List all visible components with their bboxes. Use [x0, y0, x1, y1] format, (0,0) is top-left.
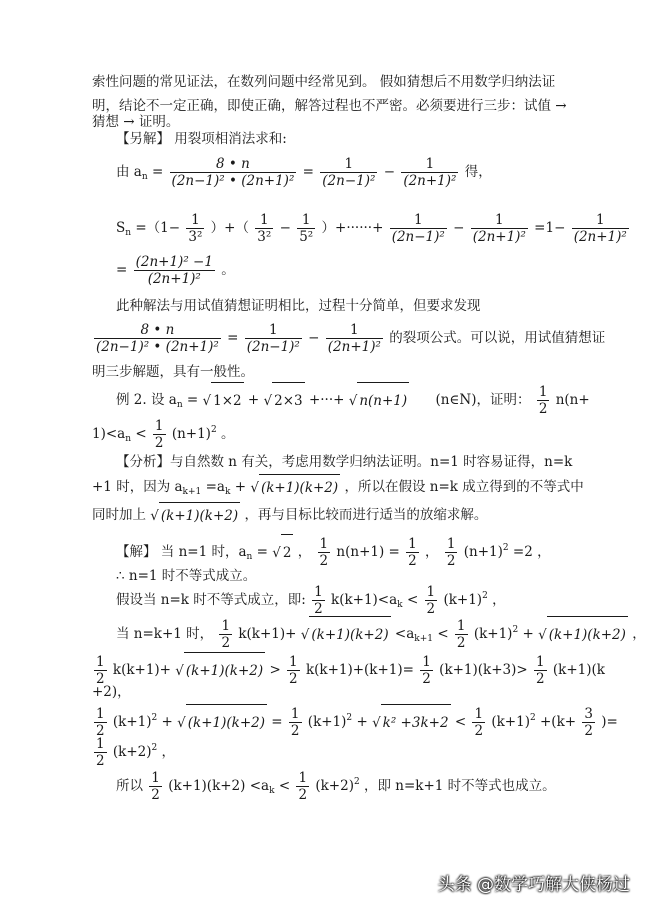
fraction-denominator: 2	[446, 553, 456, 569]
eq-sign: =	[186, 392, 199, 408]
minus-sign: −	[383, 164, 396, 180]
sn-symbol: S	[116, 220, 126, 236]
analysis-l3b: ，再与目标比较而进行适当的放缩求解。	[244, 507, 488, 523]
l2c: (k+1)	[491, 714, 530, 730]
fraction-numerator: 1	[151, 770, 160, 786]
fraction-numerator: 1	[186, 212, 204, 229]
fraction-1-over-2	[406, 536, 419, 569]
fraction-numerator: 1	[474, 706, 484, 722]
sqrt-body: 2	[281, 534, 294, 571]
fraction-denominator: (2n+1)²	[147, 271, 201, 287]
fraction-1-over-2	[455, 618, 468, 651]
fraction-denominator: 2	[298, 787, 308, 803]
fraction-1-over-2	[445, 536, 458, 569]
fraction-denominator: 3²	[257, 229, 272, 245]
fraction-numerator: 3	[584, 706, 593, 722]
sup-2: 2	[210, 425, 217, 435]
fraction-denominator: 2	[584, 723, 593, 739]
sqrt-k1k2: √ (k+1)(k+2)	[150, 502, 240, 529]
sqrt-body: k² +3k+2	[381, 704, 451, 741]
analysis-line-2	[92, 474, 584, 501]
sub-k: k	[269, 786, 275, 796]
eq-sign: =	[227, 330, 239, 346]
eq-sign: =	[256, 544, 268, 560]
fraction-1-over-9b	[255, 212, 273, 245]
fraction-denominator: (2n+1)²	[472, 229, 526, 245]
fraction-denominator: 2	[154, 435, 164, 451]
example-2-line-2	[92, 416, 234, 452]
example-2-head: 例 2. 设 a	[116, 392, 177, 408]
fraction-1-over-2	[94, 736, 107, 769]
plus-sign: +	[247, 392, 260, 408]
plus-sign: +	[356, 714, 368, 730]
sqrt-k3k2: √ k² +3k+2	[372, 704, 450, 741]
sup-2: 2	[353, 777, 360, 787]
plus-sign: +	[522, 626, 534, 642]
step-k1-line	[116, 616, 646, 653]
sub-k: k	[224, 487, 231, 497]
sqrt-k1k2: √ (k+1)(k+2)	[250, 474, 340, 501]
lt-sign: <	[437, 626, 449, 642]
comma: ，	[492, 592, 506, 608]
example-2-line-1	[116, 382, 590, 419]
sn-middle: ）+（	[210, 220, 249, 236]
fraction-denominator: 2	[408, 553, 417, 569]
fraction-numerator: 1	[319, 536, 329, 552]
analysis-l3a: 同时加上	[92, 507, 146, 523]
fraction-numerator: 1	[320, 156, 377, 173]
sqrt-body: 2×3	[272, 382, 305, 419]
fraction-numerator: 1	[255, 212, 273, 229]
minus-sign: −	[453, 220, 465, 236]
fraction-numerator: 1	[245, 322, 302, 339]
fin-a: 所以	[116, 778, 143, 794]
lt-sign: <	[278, 778, 291, 794]
eq-sign: =	[271, 714, 283, 730]
fraction-denominator: 5²	[299, 229, 314, 245]
comparison-line-1: 此种解法与用试值猜想证明相比，过程十分简单，但要求发现	[116, 298, 481, 314]
fraction-1-over-25	[297, 212, 315, 245]
fin-c: (k+2)	[315, 778, 354, 794]
solution-a: 【解】 当 n=1 时，a	[116, 544, 247, 560]
fraction-numerator: 1	[446, 536, 456, 552]
fraction-numerator: 1	[290, 706, 300, 722]
sub-n: n	[141, 172, 148, 182]
sup-2: 2	[346, 713, 353, 723]
fraction-denominator: 2	[96, 671, 105, 687]
sqrt-k1k2: √ (k+1)(k+2)	[301, 616, 391, 653]
alt-solution-title: 【另解】 用裂项相消法求和:	[116, 131, 287, 147]
sqrt-nn1: √ n(n+1)	[349, 382, 409, 419]
sn-formula	[116, 208, 631, 248]
l1d: (k+1)(k	[552, 662, 605, 678]
fraction-denominator: 2	[151, 787, 160, 803]
sqrt-body: (k+1)(k+2)	[547, 616, 628, 653]
lt-sign: <	[454, 714, 467, 730]
fraction-result	[134, 254, 215, 287]
fraction-numerator: 1	[572, 212, 629, 229]
sqrt-body: 1×2	[211, 382, 244, 419]
final-line	[116, 768, 556, 804]
lt-sign: <	[135, 426, 147, 442]
fraction-denominator: 2	[536, 671, 545, 687]
fraction-1-over-2nm1	[245, 322, 302, 355]
fraction-1-over-2nm1	[390, 212, 447, 245]
fraction-denominator: (2n+1)²	[573, 229, 627, 245]
comma: ，	[297, 544, 312, 560]
fraction-1-over-2	[287, 654, 300, 687]
fraction-denominator: 2	[474, 723, 484, 739]
source-watermark: 头条 @数学巧解大侠杨过	[437, 875, 630, 895]
fraction-denominator: (2n+1)²	[403, 173, 457, 189]
sub-k1: k+1	[182, 487, 202, 497]
sup-2: 2	[151, 713, 158, 723]
comma: ，	[632, 626, 646, 642]
sup-2: 2	[512, 625, 519, 635]
fraction-1-over-2	[149, 770, 162, 803]
sqrt-2x3: √ 2×3	[264, 382, 305, 419]
hyp-a: 假设当 n=k 时不等式成立，即:	[116, 592, 306, 608]
fraction-numerator: 1	[298, 770, 308, 786]
formula-prefix: 由 a	[116, 164, 142, 180]
comparison-line-2	[92, 318, 605, 358]
sn-result	[116, 250, 235, 290]
fraction-denominator: (2n−1)²	[322, 173, 376, 189]
sqrt-2: √ 2	[272, 534, 293, 571]
period: 。	[220, 426, 235, 442]
fraction-numerator: 8 • n	[170, 156, 297, 173]
fraction-denominator: 3²	[188, 229, 203, 245]
conclusion-n1: ∴ n=1 时不等式成立。	[116, 568, 257, 584]
sub-k: k	[397, 600, 403, 610]
fraction-1-over-9	[186, 212, 204, 245]
sub-k1: k+1	[414, 634, 434, 644]
fin-d: ，即 n=k+1 时不等式也成立。	[364, 778, 556, 794]
fraction-1-over-2	[289, 706, 302, 739]
fraction-numerator: 1	[536, 654, 545, 670]
l1c: (k+1)(k+3)>	[439, 662, 528, 678]
sqrt-k1k2: √ (k+1)(k+2)	[175, 652, 265, 689]
sqrt-1x2: √ 1×2	[203, 382, 244, 419]
fraction-numerator: 1	[471, 212, 528, 229]
fraction-1-over-2	[219, 618, 232, 651]
comma: ，	[161, 744, 176, 760]
l1a: k(k+1)+	[112, 662, 171, 678]
fraction-denominator: 2	[426, 601, 436, 617]
step-d: (k+1)	[473, 626, 513, 642]
sub-n: n	[125, 228, 132, 238]
inequality-line-1-wrap: +2)，	[92, 684, 131, 700]
fraction-numerator: 1	[289, 654, 298, 670]
example-2-l2b: (n+1)	[171, 426, 211, 442]
plus-sign: +	[234, 479, 247, 495]
step-c: <a	[394, 626, 415, 642]
plus-sign: +	[161, 714, 173, 730]
solution-d: =2 ，	[512, 544, 551, 560]
formula-suffix: 得，	[464, 164, 492, 180]
fraction-numerator: 1	[401, 156, 458, 173]
fraction-numerator: 1	[154, 418, 164, 434]
fraction-numerator: 1	[96, 654, 105, 670]
fraction-denominator: 2	[290, 723, 300, 739]
step-b: k(k+1)+	[238, 626, 297, 642]
l2d: +(k+	[540, 714, 577, 730]
fraction-1-over-2np1	[326, 322, 383, 355]
fraction-denominator: (2n+1)²	[327, 339, 381, 355]
sn-dots: ）+······+	[321, 220, 384, 236]
sqrt-body: (k+1)(k+2)	[159, 502, 240, 529]
comparison-line-3: 明三步解题，具有一般性。	[92, 364, 254, 380]
solution-c: (n+1)	[463, 544, 503, 560]
fraction-denominator: 2	[319, 553, 329, 569]
fraction-1-over-2	[472, 706, 485, 739]
fraction-denominator: 2	[96, 753, 105, 769]
eq-sign: =	[116, 262, 128, 278]
solution-b: n(n+1) =	[336, 544, 400, 560]
fraction-8n	[170, 156, 297, 189]
analysis-l2a: +1 时，因为 a	[92, 479, 183, 495]
analysis-l2c: ，所以在假设 n=k 成立得到的不等式中	[344, 479, 584, 495]
fraction-3-over-2	[582, 706, 595, 739]
one-minus: =1−	[534, 220, 566, 236]
l3a: (k+2)	[112, 744, 152, 760]
fraction-1-over-2np1	[401, 156, 458, 189]
fraction-numerator: (2n+1)² −1	[135, 254, 213, 270]
sn-open: =（1−	[135, 220, 181, 236]
analysis-line-3	[92, 502, 487, 529]
sqrt-body: (k+1)(k+2)	[186, 704, 267, 741]
fraction-1-over-2np1	[471, 212, 528, 245]
fraction-numerator: 8 • n	[94, 322, 221, 339]
period: 。	[221, 262, 235, 278]
fraction-denominator: (2n−1)²	[391, 229, 445, 245]
example-2-l2a: 1)<a	[92, 426, 126, 442]
fraction-denominator: 2	[289, 671, 298, 687]
fraction-numerator: 1	[456, 618, 466, 634]
fraction-numerator: 1	[408, 536, 417, 552]
fraction-denominator: 2	[422, 671, 431, 687]
intro-line-3: 猜想 → 证明。	[92, 114, 180, 130]
fraction-numerator: 1	[297, 212, 315, 229]
hyp-b: k(k+1)<a	[331, 592, 398, 608]
fraction-1-over-2	[537, 384, 550, 417]
l1b: k(k+1)+(k+1)=	[305, 662, 414, 678]
fraction-1-over-2	[534, 654, 547, 687]
hyp-c: (k+1)	[443, 592, 483, 608]
l2e: )=	[601, 714, 618, 730]
comma: ，	[425, 544, 439, 560]
fraction-1-over-2	[312, 584, 325, 617]
sqrt-k1k2: √ (k+1)(k+2)	[177, 704, 267, 741]
hypothesis-line	[116, 582, 506, 618]
example-2-mid: (n∈N)，证明：	[435, 392, 531, 408]
minus-sign: −	[279, 220, 291, 236]
gt-sign: >	[269, 662, 281, 678]
inequality-line-1	[92, 652, 605, 689]
fraction-numerator: 1	[390, 212, 447, 229]
sup-2: 2	[529, 713, 536, 723]
intro-line-1: 索性问题的常见证法，在数列问题中经常见到。 假如猜想后不用数学归纳法证	[92, 74, 556, 90]
sqrt-body: (k+1)(k+2)	[259, 474, 340, 501]
fraction-denominator: (2n−1)² • (2n+1)²	[96, 339, 219, 355]
sub-n: n	[246, 552, 253, 562]
lt-sign: <	[406, 592, 419, 608]
sub-n: n	[176, 400, 183, 410]
sqrt-body: (k+1)(k+2)	[309, 616, 390, 653]
minus-sign: −	[308, 330, 320, 346]
fraction-numerator: 1	[422, 654, 431, 670]
fraction-8n	[94, 322, 221, 355]
sub-n: n	[125, 434, 132, 444]
fraction-1-over-2	[420, 654, 433, 687]
fraction-denominator: 2	[456, 635, 466, 651]
fraction-denominator: 2	[538, 401, 548, 417]
intro-line-2: 明，结论不一定正确，即使正确，解答过程也不严密。必须要进行三步：试值 →	[92, 98, 567, 114]
step-a: 当 n=k+1 时，	[116, 626, 214, 642]
sqrt-body: n(n+1)	[357, 382, 409, 419]
example-2-tail: n(n+	[555, 392, 590, 408]
fraction-numerator: 1	[96, 706, 105, 722]
fraction-1-over-2	[318, 536, 331, 569]
fraction-1-over-2	[296, 770, 309, 803]
fraction-numerator: 1	[221, 618, 231, 634]
analysis-line-1: 【分析】与自然数 n 有关，考虑用数学归纳法证明。n=1 时容易证得，n=k	[116, 454, 573, 470]
sup-2: 2	[151, 743, 158, 753]
fraction-1-over-2	[153, 418, 166, 451]
fraction-numerator: 1	[426, 584, 436, 600]
comparison-tail: 的裂项公式。可以说，用试值猜想证	[389, 330, 606, 346]
fraction-denominator: 2	[221, 635, 231, 651]
fraction-1-over-2	[425, 584, 438, 617]
l2b: (k+1)	[307, 714, 347, 730]
l2a: (k+1)	[112, 714, 152, 730]
fraction-numerator: 1	[96, 736, 105, 752]
fraction-denominator: 2	[314, 601, 323, 617]
fraction-1-over-2nm1	[320, 156, 377, 189]
dots: +···+	[308, 392, 345, 408]
fraction-denominator: (2n−1)² • (2n+1)²	[171, 173, 295, 189]
sup-2: 2	[502, 543, 509, 553]
fraction-denominator: 2	[96, 723, 105, 739]
inequality-line-3	[92, 734, 175, 770]
fraction-numerator: 1	[538, 384, 548, 400]
sqrt-body: (k+1)(k+2)	[184, 652, 265, 689]
an-formula	[116, 152, 492, 192]
fraction-numerator: 1	[314, 584, 323, 600]
analysis-l2b: =a	[205, 479, 225, 495]
fraction-numerator: 1	[326, 322, 383, 339]
sup-2: 2	[482, 591, 488, 601]
fin-b: (k+1)(k+2) <a	[168, 778, 270, 794]
sqrt-k1k2: √ (k+1)(k+2)	[538, 616, 628, 653]
eq-sign: =	[302, 164, 314, 180]
fraction-denominator: (2n−1)²	[246, 339, 300, 355]
eq-sign: =	[151, 164, 164, 180]
fraction-1-over-2np1	[572, 212, 629, 245]
